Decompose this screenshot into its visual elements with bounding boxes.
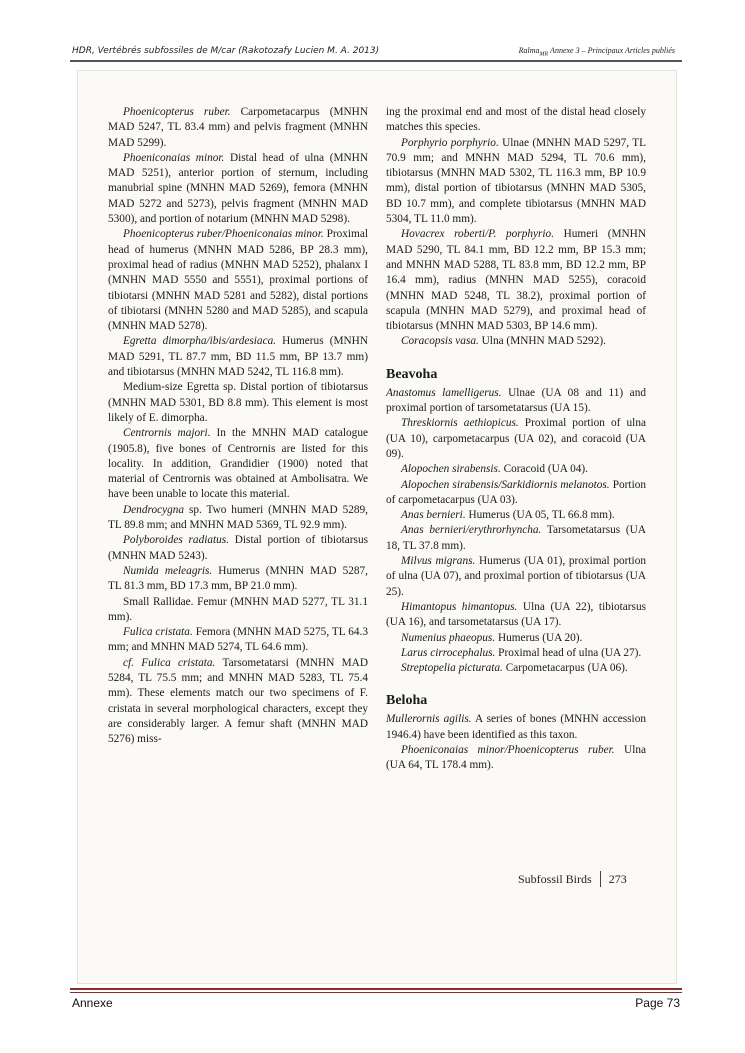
species-name: Phoeniconaias minor/Phoenicopterus ruber. — [401, 743, 615, 756]
specimen-description: Ulna (MNHN MAD 5292). — [478, 335, 606, 348]
specimen-entry — [108, 105, 368, 151]
species-name: Dendrocygna — [123, 503, 185, 516]
specimen-entry — [386, 334, 646, 349]
footer-left-label: Annexe — [72, 996, 113, 1010]
right-text-column — [386, 105, 646, 774]
specimen-entry — [108, 656, 368, 748]
specimen-description: Tarsometatarsus (UA 18, TL 37.8 mm). — [386, 524, 646, 552]
specimen-entry — [108, 595, 368, 626]
specimen-entry — [386, 523, 646, 554]
species-name: Himantopus himantopus. — [401, 600, 518, 613]
specimen-description: Small Rallidae. Femur (MNHN MAD 5277, TL 31.1 mm). — [108, 595, 368, 623]
footer-page-number: Page 73 — [635, 996, 680, 1010]
specimen-description: Femora (MNHN MAD 5275, TL 64.3 mm; and MNHN MAD 5274, TL 64.6 mm). — [108, 626, 368, 654]
specimen-description: In the MNHN MAD catalogue (1905.8), five bones of Centrornis are listed for this locality. In addition, Grandidier (1900) noted that material of Centrornis was obtained at Ambolisatra. We have been unable to locate this material. — [108, 427, 368, 501]
species-name: Coracopsis vasa. — [401, 335, 479, 348]
species-name: Mullerornis agilis. — [386, 713, 472, 726]
specimen-description: Humeri (MNHN MAD 5290, TL 84.1 mm, BD 12.2 mm, BP 15.3 mm; and MNHN MAD 5288, TL 83.8 mm, BD 12.2 mm, BP 16.4 mm), radius (MNHN MAD 5255), coracoid (MNHN MAD 5248, TL 38.2), proximal portion of scapula (MNHN MAD 5279), and proximal head of tibiotarsus (MNHN MAD 5303, BP 14.6 mm). — [386, 228, 646, 333]
folio-divider — [600, 871, 601, 887]
species-name: Alopochen sirabensis/Sarkidiornis melanotos. — [401, 478, 610, 491]
specimen-description: Proximal portion of ulna (UA 10), carpometacarpus (UA 02), and coracoid (UA 09). — [386, 417, 646, 460]
specimen-description: Coracoid (UA 04). — [500, 463, 589, 476]
species-name: Porphyrio porphyrio. — [401, 136, 499, 149]
specimen-entry — [386, 386, 646, 417]
specimen-description: Proximal head of humerus (MNHN MAD 5286, BP 28.3 mm), proximal head of radius (MNHN MAD 5252), phalanx I (MNHN MAD 5550 and 5551), proximal portions of tibiotarsi (MNHN MAD 5281 and 5282), distal portions of tibiotarsi (MNHN 5280 and MAD 5285), and scapula (MNHN MAD 5278). — [108, 228, 368, 333]
left-text-column — [108, 105, 368, 747]
species-name: Phoenicopterus ruber/Phoeniconaias minor. — [123, 228, 324, 241]
species-name: Alopochen sirabensis. — [401, 463, 501, 476]
specimen-entry — [386, 631, 646, 646]
species-name: Phoenicopterus ruber. — [123, 106, 231, 118]
species-name: Anas bernieri. — [401, 509, 466, 522]
right-column-entries — [386, 105, 646, 350]
specimen-entry — [386, 712, 646, 743]
specimen-description: Carpometacarpus (UA 06). — [502, 662, 628, 675]
journal-folio — [518, 871, 627, 887]
species-name: Hovacrex roberti/P. porphyrio. — [401, 228, 555, 241]
specimen-entry — [108, 334, 368, 380]
species-name: cf. Fulica cristata. — [123, 656, 216, 669]
specimen-entry — [108, 227, 368, 334]
specimen-entry — [108, 625, 368, 656]
specimen-entry — [108, 426, 368, 502]
specimen-entry — [386, 661, 646, 676]
species-name: Milvus migrans. — [401, 555, 476, 568]
header-right-suffix: Annexe 3 – Principaux Articles publiés — [548, 46, 675, 55]
section-heading-beloha: Beloha — [386, 693, 428, 709]
specimen-description: Humerus (UA 05, TL 66.8 mm). — [465, 509, 615, 522]
species-name: Threskiornis aethiopicus. — [401, 417, 519, 430]
species-name: Anas bernieri/erythrorhyncha. — [401, 524, 542, 537]
specimen-description: Ulna (UA 64, TL 178.4 mm). — [386, 743, 646, 772]
specimen-description: sp. Two humeri (MNHN MAD 5289, TL 89.8 mm; and MNHN MAD 5369, TL 92.9 mm). — [108, 503, 368, 532]
beloha-entries — [386, 712, 646, 773]
specimen-entry — [386, 600, 646, 631]
header-rule — [70, 60, 682, 62]
specimen-entry — [386, 227, 646, 334]
specimen-entry — [108, 380, 368, 426]
specimen-description: Distal head of ulna (MNHN MAD 5251), anterior portion of sternum, including manubrial spine (MNHN MAD 5269), femora (MNHN MAD 5272 and 5273), pelvis fragment (MNHN MAD 5300), and portion of notarium (MNHN MAD 5298). — [108, 151, 368, 226]
section-heading-beavoha: Beavoha — [386, 366, 438, 382]
footer-rule-thick — [70, 988, 682, 990]
specimen-entry — [108, 151, 368, 227]
footer-rule-thin — [70, 992, 682, 993]
specimen-entry — [386, 478, 646, 509]
specimen-description: Portion of carpometacarpus (UA 03). — [386, 478, 647, 506]
specimen-entry — [386, 136, 646, 228]
header-right-prefix: Ralma — [518, 46, 540, 55]
beavoha-entries — [386, 386, 646, 677]
species-name: Centrornis majori. — [123, 427, 211, 440]
specimen-entry — [386, 105, 646, 136]
species-name: Phoeniconaias minor. — [123, 151, 225, 164]
specimen-entry — [386, 508, 646, 523]
species-name: Larus cirrocephalus. — [401, 646, 496, 659]
specimen-entry — [386, 462, 646, 477]
specimen-description: Tarsometatarsi (MNHN MAD 5284, TL 75.5 mm; and MNHN MAD 5283, TL 75.4 mm). These elements match our two specimens of F. cristata in several morphological characters, except they are considerably larger. A femur shaft (MNHN MAD 5276) miss- — [108, 656, 368, 746]
running-header-left: HDR, Vertébrés subfossiles de M/car (Rakotozafy Lucien M. A. 2013) — [72, 46, 380, 56]
specimen-description: Humerus (MNHN MAD 5287, TL 81.3 mm, BD 17.3 mm, BP 21.0 mm). — [108, 564, 368, 593]
specimen-description: Distal portion of tibiotarsus (MNHN MAD 5243). — [108, 534, 368, 562]
specimen-description: Ulnae (UA 08 and 11) and proximal portion of tarsometatarsus (UA 15). — [386, 386, 646, 415]
folio-section-title: Subfossil Birds — [518, 871, 592, 886]
species-name: Polyboroides radiatus. — [123, 534, 230, 547]
specimen-description: Ulna (UA 22), tibiotarsus (UA 16), and tarsometatarsus (UA 17). — [386, 600, 646, 629]
folio-page-number: 273 — [608, 871, 627, 886]
specimen-entry — [108, 503, 368, 534]
left-column-entries — [108, 105, 368, 747]
specimen-description: Carpometacarpus (MNHN MAD 5247, TL 83.4 mm) and pelvis fragment (MNHN MAD 5299). — [108, 106, 368, 149]
specimen-entry — [108, 533, 368, 564]
specimen-description: Humerus (UA 20). — [495, 631, 583, 644]
species-name: Egretta dimorpha/ibis/ardesiaca. — [123, 335, 277, 348]
specimen-description: Ulnae (MNHN MAD 5297, TL 70.9 mm; and MNHN MAD 5294, TL 70.6 mm), tibiotarsus (MNHN MAD 5302, TL 116.3 mm, BP 10.9 mm), distal portion of tibiotarsus (MNHN MAD 5305, BD 10.7 mm), and complete tibiotarsus (MNHN MAD 5304, TL 11.0 mm). — [386, 136, 646, 226]
specimen-description: Humerus (MNHN MAD 5291, TL 87.7 mm, BD 11.5 mm, BP 13.7 mm) and tibiotarsus (MNHN MAD 5242, TL 116.8 mm). — [108, 335, 368, 379]
specimen-description: Proximal head of ulna (UA 27). — [495, 646, 642, 659]
running-header-right — [470, 46, 675, 58]
specimen-description: Humerus (UA 01), proximal portion of ulna (UA 07), and proximal portion of tibiotarsus (UA 25). — [386, 555, 646, 598]
specimen-entry — [108, 564, 368, 595]
species-name: Streptopelia picturata. — [401, 662, 503, 675]
specimen-description: Medium-size Egretta sp. Distal portion of tibiotarsus (MNHN MAD 5301, BD 8.8 mm). This element is most likely of E. dimorpha. — [108, 381, 368, 424]
scanned-article-page — [77, 70, 677, 984]
specimen-entry — [386, 646, 646, 661]
header-right-subscript: MR — [539, 51, 549, 58]
specimen-description: ing the proximal end and most of the distal head closely matches this species. — [386, 106, 646, 134]
specimen-entry — [386, 743, 646, 774]
specimen-description: A series of bones (MNHN accession 1946.4) have been identified as this taxon. — [386, 713, 646, 741]
species-name: Numida meleagris. — [123, 564, 213, 577]
species-name: Fulica cristata. — [123, 626, 193, 639]
specimen-entry — [386, 554, 646, 600]
specimen-entry — [386, 416, 646, 462]
species-name: Numenius phaeopus. — [401, 631, 496, 644]
species-name: Anastomus lamelligerus. — [386, 386, 502, 399]
